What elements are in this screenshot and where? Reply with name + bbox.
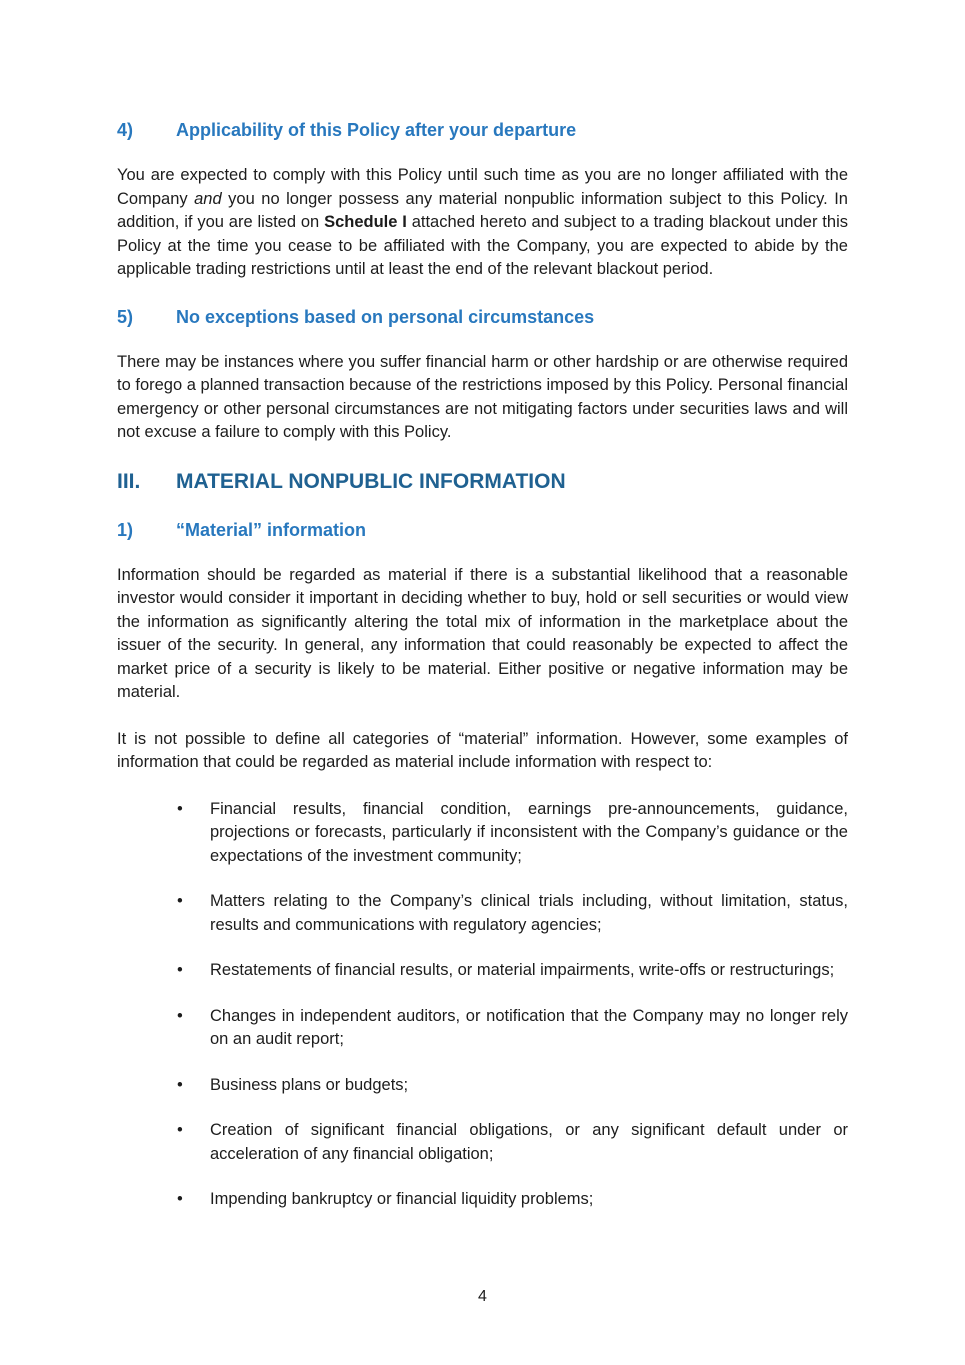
heading-title: “Material” information [176,519,367,540]
paragraph-material-definition: Information should be regarded as material if there is a substantial likelihood that a reasonable investor would consider it important in deciding whether to buy, hold or sell securities or would view the information as significantly altering the total mix of information in the marketplace about the issuer of the security. In general, any information that could reasonably be expected to affect the market price of a security is likely to be material. Either positive or negative information may be material. [117,565,848,701]
paragraph-material-examples-intro: It is not possible to define all categories of “material” information. However, some examples of information that could be regarded as material include information with respect to: [117,729,848,771]
page-number: 4 [478,1288,487,1305]
heading-number: 4) [117,120,134,140]
heading-title: No exceptions based on personal circumstances [176,306,595,327]
heading-title: MATERIAL NONPUBLIC INFORMATION [176,469,566,493]
text-run-bold: Schedule I [324,213,407,231]
list-item-financial-results: • Financial results, financial condition, earnings pre-announcements, guidance, projections or forecasts, particularly if inconsistent with the Company’s guidance or the expectations of the investment community; [175,798,848,869]
list-item-auditors: • Changes in independent auditors, or notification that the Company may no longer rely on an audit report; [175,1005,848,1052]
text-run: attached hereto and subject to a trading blackout under this Policy at the time you cease to be affiliated with the Company, you are expected to abide by the applicable trading restrictions until at least the end of the relevant blackout period. [117,213,848,278]
list-item-business-plans: • Business plans or budgets; [175,1074,848,1098]
list-item-restatements: • Restatements of financial results, or material impairments, write-offs or restructurings; [175,959,848,983]
text-run: You are expected to comply with this Policy until such time as you are no longer affiliated with the Company [117,166,848,208]
section-heading-material-information [117,518,848,542]
list-item-financial-obligations: • Creation of significant financial obligations, or any significant default under or acceleration of any financial obligation; [175,1119,848,1166]
text-run-italic: and [194,189,222,208]
heading-number: 1) [117,519,134,540]
material-examples-list [117,798,848,1212]
section-heading-applicability [117,118,848,142]
section-heading-material-nonpublic-information [117,468,848,495]
text-run: you no longer possess any material nonpublic information subject to this Policy. In addition, if you are listed on [117,189,848,231]
heading-title: Applicability of this Policy after your departure [176,120,577,140]
section-heading-no-exceptions [117,305,848,329]
paragraph-no-exceptions: There may be instances where you suffer financial harm or other hardship or are otherwise required to forego a planned transaction because of the restrictions imposed by this Policy. Personal financial emergency or other personal circumstances are not mitigating factors under securities laws and will not excuse a failure to comply with this Policy. [117,352,848,441]
paragraph-applicability [117,164,848,282]
list-item-clinical-trials: • Matters relating to the Company’s clinical trials including, without limitation, status, results and communications with regulatory agencies; [175,890,848,937]
heading-number: 5) [117,306,134,327]
page-content [117,118,848,1234]
list-item-bankruptcy: • Impending bankruptcy or financial liquidity problems; [175,1188,848,1212]
heading-number: III. [117,469,141,493]
